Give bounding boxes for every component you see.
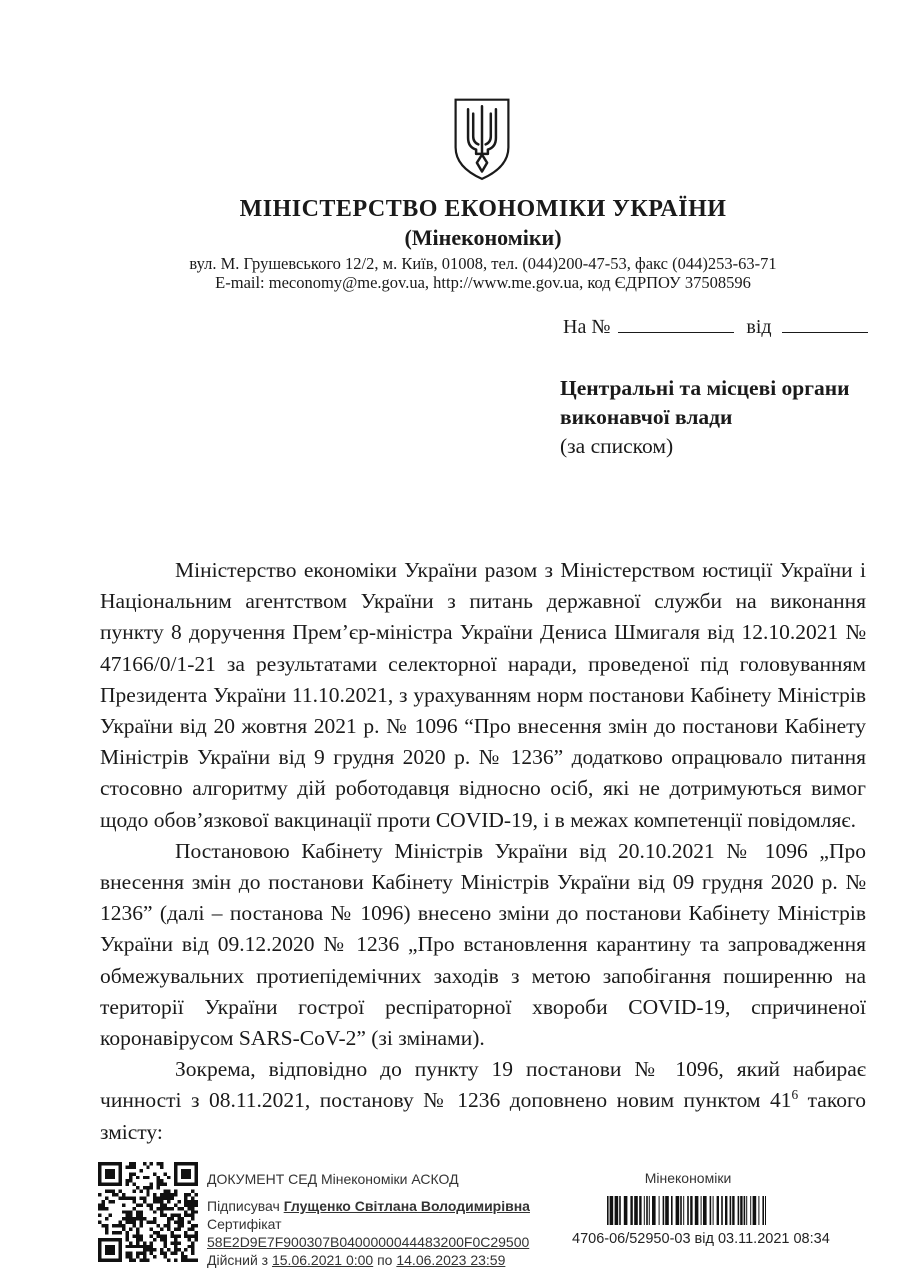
vid-label: від	[746, 316, 772, 338]
signer-label: Підписувач	[207, 1198, 284, 1214]
coat-of-arms-icon	[449, 94, 515, 186]
incoming-number-blank	[618, 314, 734, 333]
certificate-label: Сертифікат	[207, 1216, 282, 1232]
reference-line	[563, 314, 868, 339]
na-label: На №	[563, 316, 611, 338]
e-signature-block	[207, 1170, 597, 1269]
organization-name: Мінекономіки	[644, 1170, 732, 1186]
validity-to-label: по	[373, 1252, 397, 1268]
signature-footer	[0, 1150, 905, 1280]
paragraph-3-text: Зокрема, відповідно до пункту 19 постанови № 1096, який набирає чинності з 08.11.2021, постанову № 1236 доповнено новим пунктом 41	[100, 1057, 866, 1113]
sed-system-line: ДОКУМЕНТ СЕД Мінекономіки АСКОД	[207, 1171, 459, 1187]
letter-body	[100, 555, 866, 1148]
ministry-short-name: (Мінекономіки)	[404, 225, 562, 250]
valid-from: 15.06.2021 0:00	[271, 1252, 374, 1268]
recipient-block	[560, 374, 880, 461]
incoming-date-blank	[782, 314, 868, 333]
contact-line: E-mail: meconomy@me.gov.ua, http://www.me.gov.ua, код ЄДРПОУ 37508596	[215, 273, 751, 292]
paragraph-2: Постановою Кабінету Міністрів України від 20.10.2021 № 1096 „Про внесення змін до постанови Кабінету Міністрів України від 09 грудня 2020 р. № 1236” (далі – постанова № 1096) внесено зміни до постанови Кабінету Міністрів України від 09.12.2020 № 1236 „Про встановлення карантину та запровадження обмежувальних протиепідемічних заходів з метою запобігання поширенню на території України гострої респіраторної хвороби COVID-19, спричиненої коронавірусом SARS-CoV-2” (зі змінами).	[100, 838, 866, 1051]
valid-to: 14.06.2023 23:59	[396, 1252, 506, 1268]
paragraph-3-superscript: 6	[791, 1087, 799, 1103]
ministry-name: МІНІСТЕРСТВО ЕКОНОМІКИ УКРАЇНИ	[239, 196, 727, 222]
recipient-line-3: (за списком)	[560, 434, 674, 458]
paragraph-3	[100, 1054, 866, 1148]
signer-line	[207, 1197, 597, 1215]
recipient-line-1: Центральні та місцеві органи	[560, 376, 850, 400]
certificate-line	[207, 1215, 597, 1251]
validity-line	[207, 1251, 597, 1269]
recipient-line-2: виконавчої влади	[560, 405, 733, 429]
barcode-icon	[607, 1196, 770, 1225]
validity-label: Дійсний з	[207, 1252, 272, 1268]
paragraph-3-tail: такого змісту:	[100, 1088, 866, 1144]
registration-number: 4706-06/52950-03 від 03.11.2021 08:34	[572, 1231, 830, 1247]
paragraph-1: Міністерство економіки України разом з Міністерством юстиції України і Національним агентством України з питань державної служби на виконання пункту 8 доручення Прем’єр-міністра України Дениса Шмигаля від 12.10.2021 № 47166/0/1-21 за результатами селекторної наради, проведеної під головуванням Президента України 11.10.2021, з урахуванням норм постанови Кабінету Міністрів України від 20 жовтня 2021 р. № 1096 “Про внесення змін до постанови Кабінету Міністрів України від 9 грудня 2020 р. № 1236” додатково опрацювало питання стосовно алгоритму дій роботодавця відносно осіб, які не дотримуються вимог щодо обов’язкової вакцинації проти COVID-19, і в межах компетенції повідомляє.	[100, 558, 866, 832]
registration-block	[572, 1170, 830, 1247]
signer-name: Глущенко Світлана Володимирівна	[283, 1198, 530, 1214]
qr-code-icon	[98, 1162, 198, 1262]
certificate-number: 58E2D9E7F900307B0400000044483200F0C29500	[207, 1234, 530, 1250]
address-line: вул. М. Грушевського 12/2, м. Київ, 01008, тел. (044)200-47-53, факс (044)253-63-71	[189, 254, 777, 273]
